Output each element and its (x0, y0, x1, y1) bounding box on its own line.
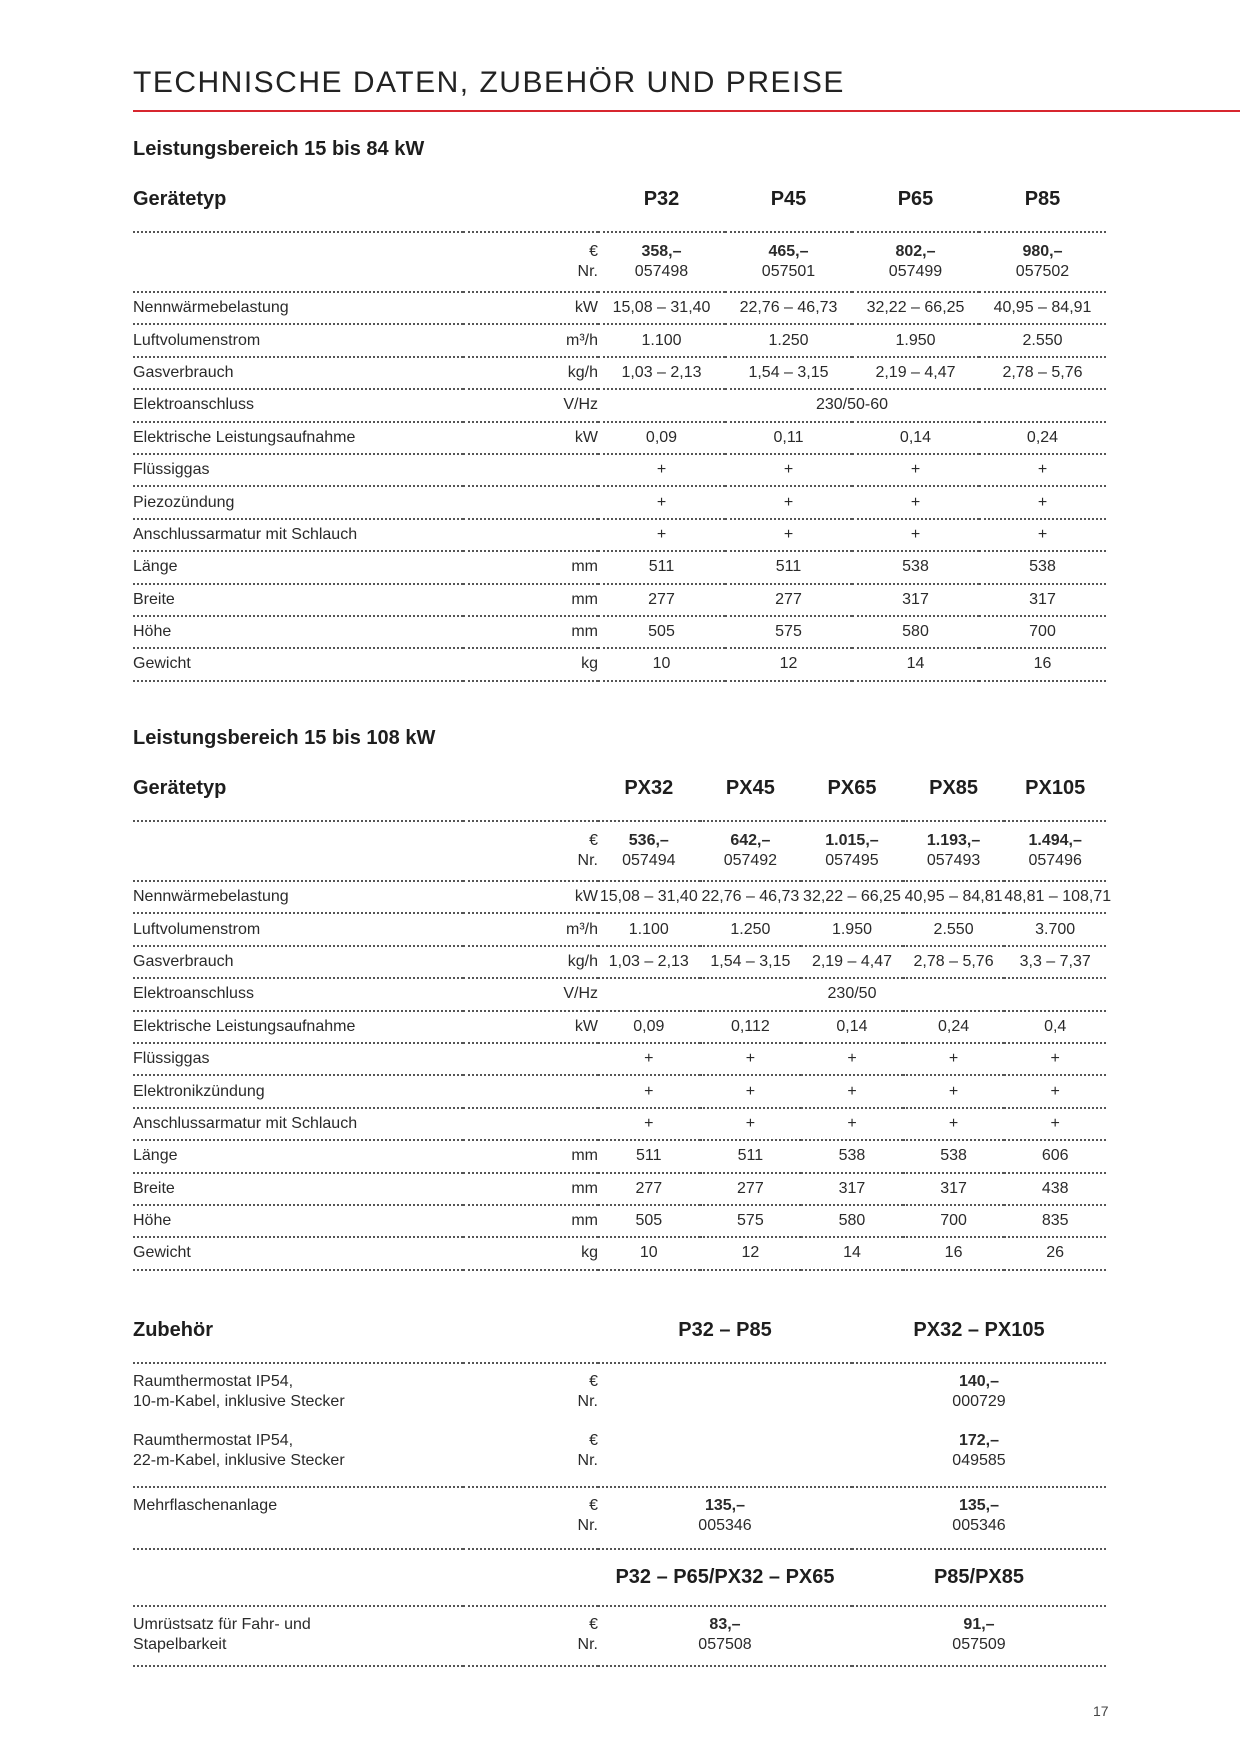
spec-value: 580 (801, 1205, 903, 1237)
accessory-number: 049585 (952, 1452, 1006, 1469)
spec-unit (463, 1043, 598, 1075)
accessories-col1-header: P32 – P85 (598, 1313, 852, 1363)
spec-value: 15,08 – 31,40 (598, 292, 725, 324)
spec-value: + (598, 1108, 700, 1140)
spec-value: 0,14 (801, 1011, 903, 1043)
spec-label: Elektrische Leistungsaufnahme (133, 1011, 463, 1043)
spec-unit: V/Hz (463, 978, 598, 1010)
spec-row (133, 454, 1106, 486)
section1-table (133, 182, 1106, 682)
spec-unit: kg (463, 1237, 598, 1269)
spec-value: 317 (903, 1173, 1005, 1205)
accessory-price: 83,– (709, 1616, 741, 1633)
spec-value: 438 (1004, 1173, 1106, 1205)
nr-unit: Nr. (577, 263, 598, 280)
spec-value: 317 (979, 584, 1106, 616)
spec-value: 2.550 (903, 913, 1005, 945)
spec-value: 40,95 – 84,91 (979, 292, 1106, 324)
model-header: PX32 (598, 771, 700, 821)
spec-unit: mm (463, 584, 598, 616)
spec-value: + (598, 519, 725, 551)
accessory-row (133, 1487, 1106, 1549)
spec-row (133, 616, 1106, 648)
spec-value: 0,09 (598, 422, 725, 454)
spec-unit (463, 519, 598, 551)
spec-value: 2,19 – 4,47 (852, 357, 979, 389)
spec-label: Luftvolumenstrom (133, 913, 463, 945)
spec-value: 511 (598, 1140, 700, 1172)
price-unit: € (589, 1497, 598, 1514)
spec-unit: kg/h (463, 357, 598, 389)
spec-value: 230/50 (598, 978, 1106, 1010)
spec-value: 511 (598, 551, 725, 583)
accessory-row (133, 1606, 1106, 1666)
spec-value: 575 (700, 1205, 802, 1237)
spec-label: Piezozündung (133, 486, 463, 518)
spec-unit (463, 1075, 598, 1107)
spec-label: Anschlussarmatur mit Schlauch (133, 1108, 463, 1140)
accessory-label: Mehrflaschenanlage (133, 1497, 278, 1514)
price-value: 358,– (641, 243, 682, 260)
spec-unit: mm (463, 1173, 598, 1205)
accessory-number: 005346 (698, 1517, 752, 1534)
spec-value: + (979, 486, 1106, 518)
spec-row (133, 551, 1106, 583)
price-value: 980,– (1022, 243, 1063, 260)
spec-row (133, 324, 1106, 356)
spec-value: 12 (725, 648, 852, 680)
price-unit: € (589, 1616, 598, 1633)
accessories-table (133, 1313, 1106, 1667)
spec-unit: V/Hz (463, 389, 598, 421)
spec-value: + (801, 1043, 903, 1075)
spec-value: 317 (852, 584, 979, 616)
spec-row (133, 913, 1106, 945)
spec-unit: kW (463, 292, 598, 324)
article-number: 057499 (888, 263, 943, 280)
spec-value: 32,22 – 66,25 (852, 292, 979, 324)
model-header: P85 (979, 182, 1106, 232)
spec-label: Flüssiggas (133, 1043, 463, 1075)
accessory-label: Umrüstsatz für Fahr- und (133, 1616, 311, 1633)
accessory-label: Stapelbarkeit (133, 1636, 227, 1653)
spec-value: 511 (700, 1140, 802, 1172)
spec-value: 1.100 (598, 324, 725, 356)
price-value: 465,– (768, 243, 809, 260)
spec-value: 2,78 – 5,76 (903, 946, 1005, 978)
price-value: 802,– (895, 243, 936, 260)
spec-value: 538 (852, 551, 979, 583)
spec-label: Gasverbrauch (133, 946, 463, 978)
spec-value: 48,81 – 108,71 (1004, 881, 1106, 913)
spec-value: + (852, 519, 979, 551)
spec-row (133, 648, 1106, 680)
spec-value: 511 (725, 551, 852, 583)
spec-value: + (725, 486, 852, 518)
spec-value: 700 (979, 616, 1106, 648)
spec-row (133, 1075, 1106, 1107)
spec-value: 16 (903, 1237, 1005, 1269)
spec-value: 12 (700, 1237, 802, 1269)
spec-value: 0,24 (979, 422, 1106, 454)
accessory-label: Raumthermostat IP54, (133, 1373, 294, 1390)
accessory-row (133, 1423, 1106, 1487)
spec-unit: kW (463, 422, 598, 454)
spec-label: Breite (133, 584, 463, 616)
spec-label: Elektronikzündung (133, 1075, 463, 1107)
article-number: 057498 (634, 263, 689, 280)
model-header: PX65 (801, 771, 903, 821)
price-row (133, 232, 1106, 292)
accessory-number: 000729 (952, 1393, 1006, 1410)
spec-value: + (1004, 1075, 1106, 1107)
nr-unit: Nr. (577, 1452, 598, 1469)
spec-row (133, 1011, 1106, 1043)
spec-value: + (598, 454, 725, 486)
spec-value: 606 (1004, 1140, 1106, 1172)
nr-unit: Nr. (577, 852, 598, 869)
accessories-subheader-col2: P85/PX85 (852, 1549, 1106, 1606)
accessory-number: 057509 (952, 1636, 1006, 1653)
spec-value: 1.250 (725, 324, 852, 356)
device-type-header: Gerätetyp (133, 182, 463, 232)
accessories-subheader-col1: P32 – P65/PX32 – PX65 (598, 1549, 852, 1606)
price-unit: € (589, 243, 598, 260)
spec-label: Höhe (133, 1205, 463, 1237)
price-value: 1.015,– (825, 832, 879, 849)
spec-value: 277 (725, 584, 852, 616)
spec-row (133, 1205, 1106, 1237)
device-type-header: Gerätetyp (133, 771, 463, 821)
header-row (133, 182, 1106, 232)
spec-value: + (598, 1075, 700, 1107)
spec-value: 2.550 (979, 324, 1106, 356)
article-number: 057495 (825, 852, 879, 869)
spec-unit: m³/h (463, 913, 598, 945)
article-number: 057493 (926, 852, 981, 869)
accessory-price: 135,– (958, 1497, 1000, 1514)
spec-value: 1.100 (598, 913, 700, 945)
spec-value: 0,14 (852, 422, 979, 454)
spec-value: + (852, 454, 979, 486)
model-header: P65 (852, 182, 979, 232)
spec-value: 277 (700, 1173, 802, 1205)
spec-value: 0,09 (598, 1011, 700, 1043)
accessory-price: 172,– (958, 1432, 1000, 1449)
page-number: 17 (1093, 1703, 1109, 1719)
spec-value: + (700, 1075, 802, 1107)
spec-value: + (801, 1075, 903, 1107)
spec-label: Gewicht (133, 648, 463, 680)
spec-value: 575 (725, 616, 852, 648)
spec-row (133, 292, 1106, 324)
spec-value: + (1004, 1108, 1106, 1140)
spec-row (133, 389, 1106, 421)
spec-value: 14 (801, 1237, 903, 1269)
spec-value: 277 (598, 1173, 700, 1205)
spec-row (133, 486, 1106, 518)
accessory-row (133, 1363, 1106, 1423)
price-unit: € (589, 1373, 598, 1390)
nr-unit: Nr. (577, 1636, 598, 1653)
spec-value: 2,78 – 5,76 (979, 357, 1106, 389)
spec-value: + (598, 1043, 700, 1075)
spec-row (133, 1108, 1106, 1140)
spec-label: Breite (133, 1173, 463, 1205)
spec-unit: mm (463, 616, 598, 648)
price-value: 642,– (730, 832, 771, 849)
accessories-col2-header: PX32 – PX105 (852, 1313, 1106, 1363)
spec-label: Anschlussarmatur mit Schlauch (133, 519, 463, 551)
accessory-label: Raumthermostat IP54, (133, 1432, 294, 1449)
price-row (133, 821, 1106, 881)
spec-value: 40,95 – 84,81 (903, 881, 1005, 913)
spec-value: + (725, 519, 852, 551)
article-number: 057502 (1015, 263, 1070, 280)
spec-value: + (700, 1043, 802, 1075)
spec-unit (463, 454, 598, 486)
spec-value: 32,22 – 66,25 (801, 881, 903, 913)
spec-value: 3,3 – 7,37 (1004, 946, 1106, 978)
spec-value: + (598, 486, 725, 518)
spec-value: 1.250 (700, 913, 802, 945)
spec-row (133, 1140, 1106, 1172)
spec-value: 22,76 – 46,73 (700, 881, 802, 913)
spec-unit: kg (463, 648, 598, 680)
article-number: 057501 (761, 263, 816, 280)
section1-title: Leistungsbereich 15 bis 84 kW (133, 138, 425, 160)
spec-value: 277 (598, 584, 725, 616)
accessory-label: 10-m-Kabel, inklusive Stecker (133, 1393, 345, 1410)
spec-label: Elektroanschluss (133, 389, 463, 421)
spec-label: Luftvolumenstrom (133, 324, 463, 356)
spec-unit (463, 1108, 598, 1140)
spec-value: 230/50-60 (598, 389, 1106, 421)
spec-row (133, 519, 1106, 551)
spec-value: 317 (801, 1173, 903, 1205)
spec-label: Flüssiggas (133, 454, 463, 486)
spec-row (133, 881, 1106, 913)
spec-value: 14 (852, 648, 979, 680)
spec-value: 1.950 (852, 324, 979, 356)
spec-row (133, 946, 1106, 978)
spec-value: 10 (598, 1237, 700, 1269)
accessory-label: 22-m-Kabel, inklusive Stecker (133, 1452, 345, 1469)
spec-value: 15,08 – 31,40 (598, 881, 700, 913)
spec-label: Gewicht (133, 1237, 463, 1269)
spec-label: Elektroanschluss (133, 978, 463, 1010)
spec-row (133, 357, 1106, 389)
spec-unit: kW (463, 1011, 598, 1043)
nr-unit: Nr. (577, 1393, 598, 1410)
spec-row (133, 1043, 1106, 1075)
article-number: 057494 (622, 852, 676, 869)
section2-table (133, 771, 1112, 1271)
accessory-number: 057508 (698, 1636, 752, 1653)
model-header: PX45 (700, 771, 802, 821)
spec-value: 26 (1004, 1237, 1106, 1269)
spec-unit: kg/h (463, 946, 598, 978)
spec-value: 505 (598, 616, 725, 648)
spec-value: + (801, 1108, 903, 1140)
spec-label: Gasverbrauch (133, 357, 463, 389)
accessory-number: 005346 (952, 1517, 1006, 1534)
price-unit: € (589, 832, 598, 849)
spec-row (133, 422, 1106, 454)
price-value: 1.193,– (926, 832, 981, 849)
article-number: 057492 (723, 852, 778, 869)
spec-value: + (903, 1075, 1005, 1107)
article-number: 057496 (1028, 852, 1082, 869)
spec-value: 835 (1004, 1205, 1106, 1237)
spec-label: Nennwärmebelastung (133, 881, 463, 913)
spec-value: 10 (598, 648, 725, 680)
spec-row (133, 978, 1106, 1010)
spec-value: + (979, 519, 1106, 551)
spec-value: 2,19 – 4,47 (801, 946, 903, 978)
spec-unit: kW (463, 881, 598, 913)
spec-unit (463, 486, 598, 518)
accessory-price: 135,– (704, 1497, 746, 1514)
spec-label: Elektrische Leistungsaufnahme (133, 422, 463, 454)
spec-value: 3.700 (1004, 913, 1106, 945)
spec-value: 0,11 (725, 422, 852, 454)
header-row (133, 771, 1106, 821)
spec-value: 580 (852, 616, 979, 648)
spec-label: Höhe (133, 616, 463, 648)
model-header: P32 (598, 182, 725, 232)
spec-value: 538 (979, 551, 1106, 583)
spec-value: 538 (903, 1140, 1005, 1172)
spec-value: + (1004, 1043, 1106, 1075)
nr-unit: Nr. (577, 1517, 598, 1534)
spec-value: + (979, 454, 1106, 486)
spec-unit: mm (463, 1140, 598, 1172)
spec-value: 1.950 (801, 913, 903, 945)
spec-unit: m³/h (463, 324, 598, 356)
price-value: 1.494,– (1028, 832, 1082, 849)
spec-unit: mm (463, 551, 598, 583)
accessories-header: Zubehör (133, 1313, 463, 1363)
spec-value: 0,4 (1004, 1011, 1106, 1043)
model-header: P45 (725, 182, 852, 232)
model-header: PX105 (1004, 771, 1106, 821)
model-header: PX85 (903, 771, 1005, 821)
price-value: 536,– (628, 832, 669, 849)
spec-row (133, 584, 1106, 616)
spec-value: 1,54 – 3,15 (725, 357, 852, 389)
spec-value: + (700, 1108, 802, 1140)
spec-value: 16 (979, 648, 1106, 680)
spec-value: 505 (598, 1205, 700, 1237)
spec-label: Länge (133, 1140, 463, 1172)
spec-value: + (725, 454, 852, 486)
spec-value: + (903, 1043, 1005, 1075)
accessory-price: 140,– (958, 1373, 1000, 1390)
spec-label: Länge (133, 551, 463, 583)
spec-value: + (903, 1108, 1005, 1140)
spec-label: Nennwärmebelastung (133, 292, 463, 324)
spec-value: 1,54 – 3,15 (700, 946, 802, 978)
spec-value: 0,24 (903, 1011, 1005, 1043)
spec-value: + (852, 486, 979, 518)
section2-title: Leistungsbereich 15 bis 108 kW (133, 727, 436, 749)
title-rule (133, 110, 1240, 112)
spec-row (133, 1237, 1106, 1269)
spec-row (133, 1173, 1106, 1205)
spec-value: 1,03 – 2,13 (598, 357, 725, 389)
spec-value: 1,03 – 2,13 (598, 946, 700, 978)
spec-value: 22,76 – 46,73 (725, 292, 852, 324)
price-unit: € (589, 1432, 598, 1449)
accessory-price: 91,– (963, 1616, 995, 1633)
spec-value: 0,112 (700, 1011, 802, 1043)
spec-value: 538 (801, 1140, 903, 1172)
page-title: TECHNISCHE DATEN, ZUBEHÖR UND PREISE (133, 66, 845, 99)
spec-unit: mm (463, 1205, 598, 1237)
spec-value: 700 (903, 1205, 1005, 1237)
